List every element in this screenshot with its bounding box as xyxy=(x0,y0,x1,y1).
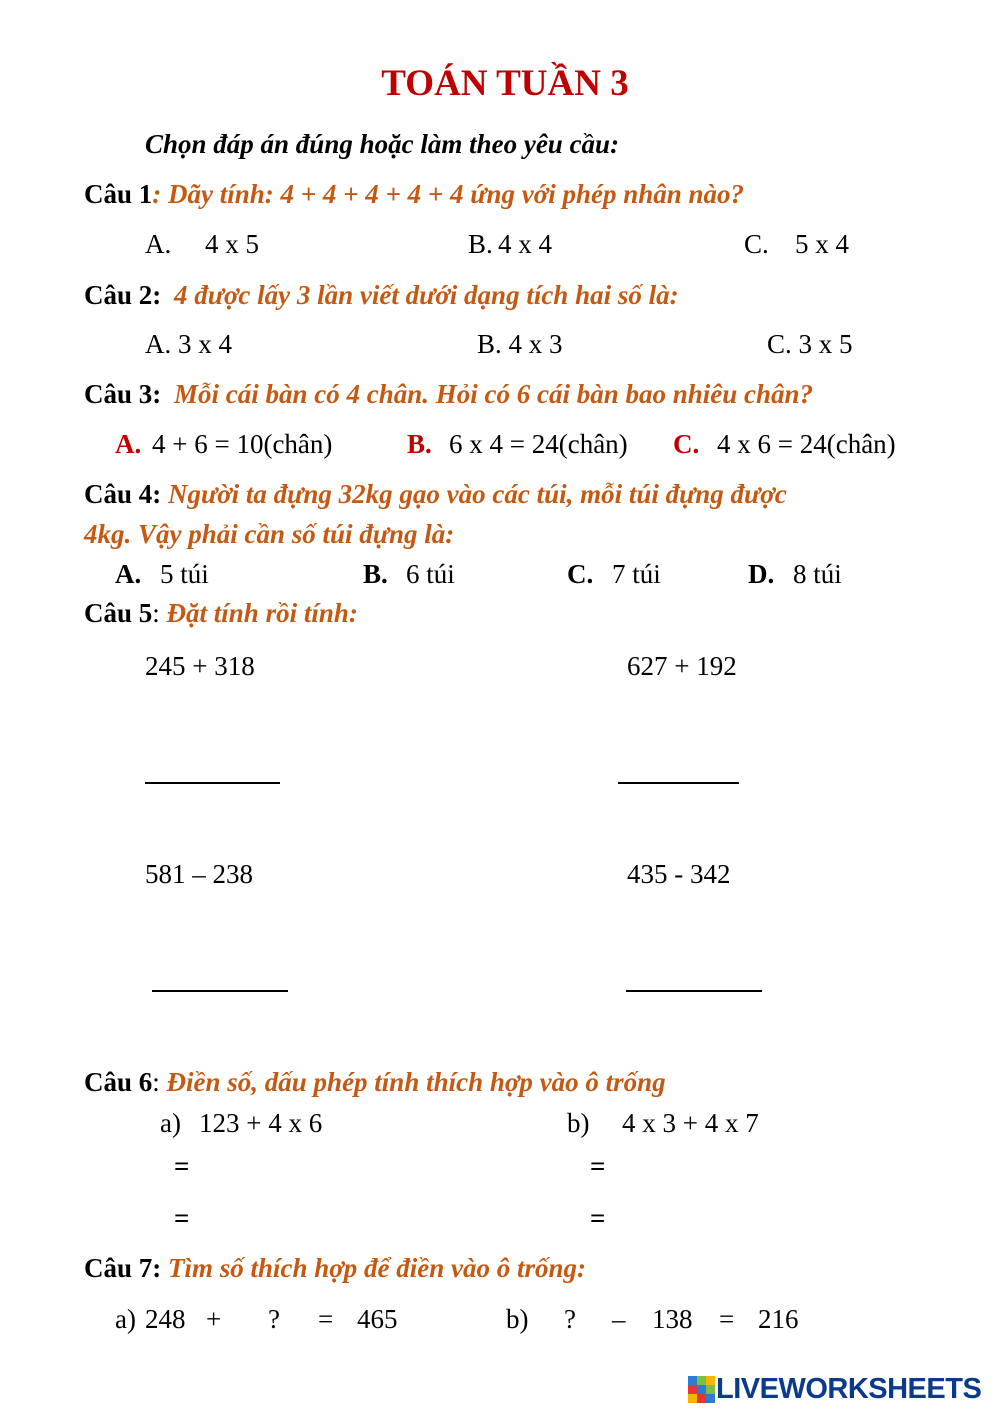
q2-option-a[interactable]: A. 3 x 4 xyxy=(145,329,232,359)
q3-option-a[interactable]: 4 + 6 = 10(chân) xyxy=(152,429,333,459)
q4-option-b[interactable]: 6 túi xyxy=(406,559,455,589)
q5-answer-line-4[interactable] xyxy=(626,990,762,992)
question-7 xyxy=(84,1255,586,1282)
q3-option-b[interactable]: 6 x 4 = 24(chân) xyxy=(449,429,628,459)
q4-option-d[interactable]: 8 túi xyxy=(793,559,842,589)
q6-a-equals-1: = xyxy=(174,1151,190,1181)
question-6-text: Điền số, dấu phép tính thích hợp vào ô trống xyxy=(166,1067,666,1097)
q4-option-a[interactable]: 5 túi xyxy=(160,559,209,589)
question-4-text-line1: Người ta đựng 32kg gạo vào các túi, mỗi túi đựng được xyxy=(168,479,787,509)
question-2 xyxy=(84,282,679,309)
q1-option-c-letter: C. xyxy=(744,229,769,259)
q1-option-b[interactable]: 4 x 4 xyxy=(498,229,552,259)
q5-expression-4: 435 - 342 xyxy=(627,859,731,889)
liveworksheets-logo-icon xyxy=(688,1376,714,1402)
q4-option-c[interactable]: 7 túi xyxy=(612,559,661,589)
q7-b-result: 216 xyxy=(758,1304,799,1334)
q7-b-operator: – xyxy=(612,1304,626,1334)
question-5-label: Câu 5 xyxy=(84,598,153,628)
brand-text: LIVEWORKSHEETS xyxy=(716,1372,982,1405)
q1-option-a-letter: A. xyxy=(145,229,172,259)
question-5 xyxy=(84,600,358,627)
q5-expression-2: 627 + 192 xyxy=(627,651,737,681)
q1-option-c[interactable]: 5 x 4 xyxy=(795,229,849,259)
q4-option-b-letter: B. xyxy=(363,559,388,589)
q7-a-operator: + xyxy=(206,1304,222,1334)
question-4-label: Câu 4: xyxy=(84,479,162,509)
question-2-label: Câu 2: xyxy=(84,280,162,310)
q6-a-equals-2: = xyxy=(174,1203,190,1233)
q5-expression-3: 581 – 238 xyxy=(145,859,253,889)
q4-option-a-letter: A. xyxy=(115,559,142,589)
question-1-label: Câu 1 xyxy=(84,179,153,209)
question-6-sep: : xyxy=(152,1067,160,1097)
question-7-text: Tìm số thích hợp để điền vào ô trống: xyxy=(168,1253,587,1283)
q3-option-b-letter: B. xyxy=(407,429,432,459)
q6-b-equals-2: = xyxy=(590,1203,606,1233)
q6-part-a-label: a) xyxy=(160,1108,181,1138)
question-4 xyxy=(84,481,787,508)
q7-b-number: 138 xyxy=(652,1304,693,1334)
instruction: Chọn đáp án đúng hoặc làm theo yêu cầu: xyxy=(145,129,620,159)
question-3 xyxy=(84,381,813,408)
q7-a-result: 465 xyxy=(357,1304,398,1334)
question-6 xyxy=(84,1069,666,1096)
question-2-text: 4 được lấy 3 lần viết dưới dạng tích hai số là: xyxy=(174,280,679,310)
question-3-label: Câu 3: xyxy=(84,379,162,409)
q7-b-equals: = xyxy=(719,1304,735,1334)
question-1-text: : Dãy tính: 4 + 4 + 4 + 4 + 4 ứng với phép nhân nào? xyxy=(152,179,745,209)
q3-option-c-letter: C. xyxy=(673,429,700,459)
q5-expression-1: 245 + 318 xyxy=(145,651,255,681)
question-5-sep: : xyxy=(152,598,160,628)
question-7-label: Câu 7: xyxy=(84,1253,162,1283)
q6-part-b-expression: 4 x 3 + 4 x 7 xyxy=(622,1108,759,1138)
q7-part-b-label: b) xyxy=(506,1304,529,1334)
question-4-text-line2: 4kg. Vậy phải cần số túi đựng là: xyxy=(84,519,455,549)
q2-option-c[interactable]: C. 3 x 5 xyxy=(767,329,853,359)
question-5-text: Đặt tính rồi tính: xyxy=(166,598,358,628)
q7-a-blank[interactable]: ? xyxy=(268,1304,280,1334)
q5-answer-line-3[interactable] xyxy=(152,990,288,992)
q3-option-a-letter: A. xyxy=(115,429,142,459)
question-1 xyxy=(84,181,744,208)
q4-option-d-letter: D. xyxy=(748,559,775,589)
liveworksheets-brand[interactable] xyxy=(688,1372,981,1406)
q6-b-equals-1: = xyxy=(590,1151,606,1181)
q4-option-c-letter: C. xyxy=(567,559,594,589)
q3-option-c[interactable]: 4 x 6 = 24(chân) xyxy=(717,429,896,459)
question-3-text: Mỗi cái bàn có 4 chân. Hỏi có 6 cái bàn bao nhiêu chân? xyxy=(174,379,814,409)
q5-answer-line-2[interactable] xyxy=(618,782,739,784)
page-title: TOÁN TUẦN 3 xyxy=(381,63,629,104)
question-6-label: Câu 6 xyxy=(84,1067,153,1097)
q7-a-equals: = xyxy=(318,1304,334,1334)
q7-a-number: 248 xyxy=(145,1304,186,1334)
q5-answer-line-1[interactable] xyxy=(145,782,280,784)
q7-b-blank[interactable]: ? xyxy=(564,1304,576,1334)
q6-part-b-label: b) xyxy=(567,1108,590,1138)
q6-part-a-expression: 123 + 4 x 6 xyxy=(199,1108,323,1138)
q7-part-a-label: a) xyxy=(115,1304,136,1334)
q2-option-b[interactable]: B. 4 x 3 xyxy=(477,329,563,359)
q1-option-b-letter: B. xyxy=(468,229,493,259)
q1-option-a[interactable]: 4 x 5 xyxy=(205,229,259,259)
